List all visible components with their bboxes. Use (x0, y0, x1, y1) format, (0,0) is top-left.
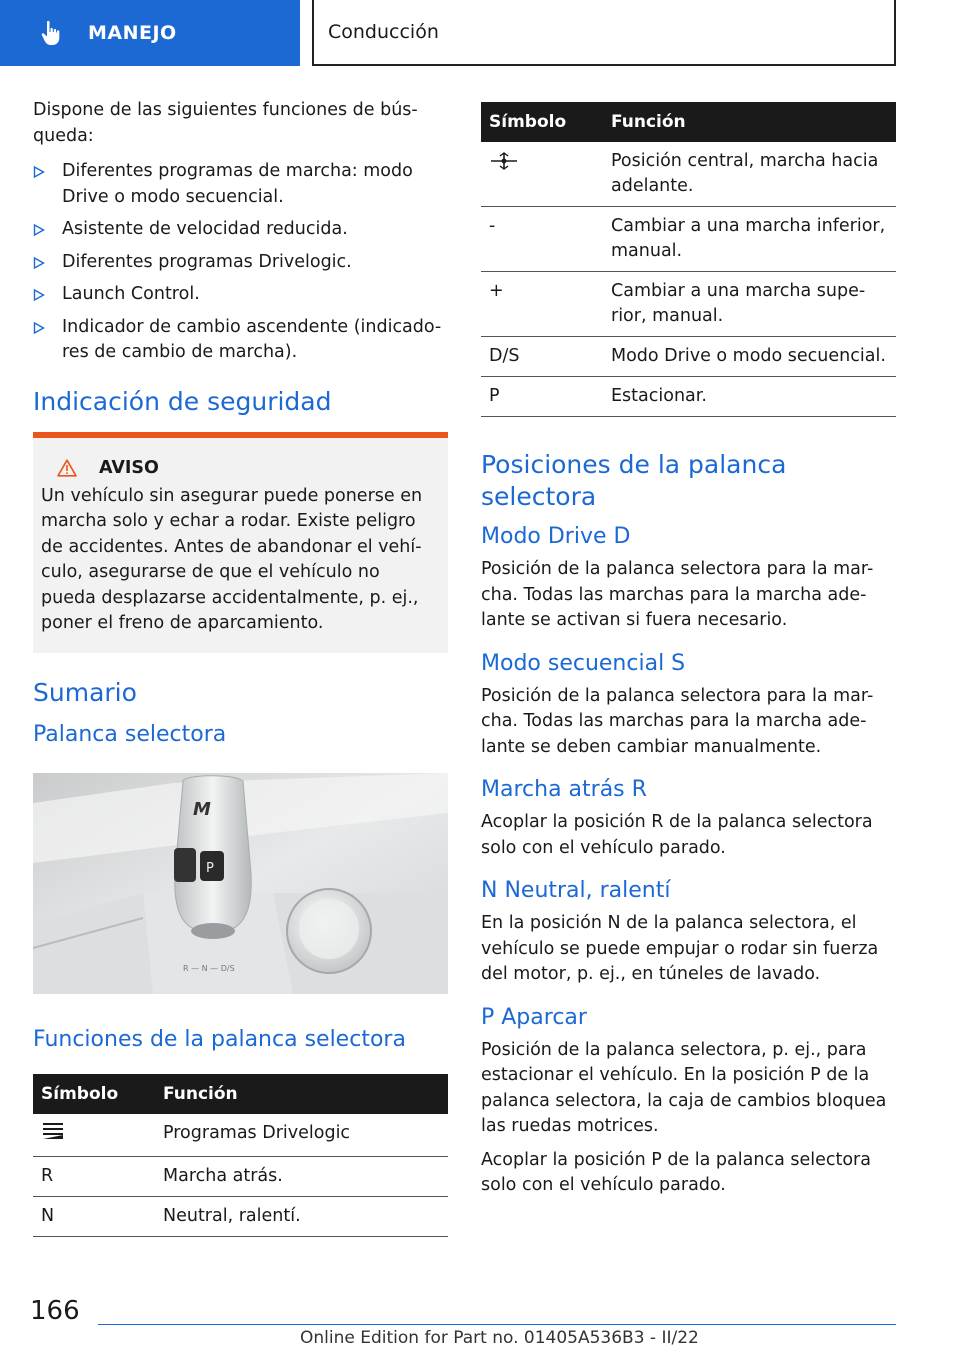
section-paragraph: En la posición N de la palanca selectora, el vehículo se puede empujar o rodar sin fuerza del motor, p. ej., en túneles de lavado. (481, 913, 879, 984)
function-cell: Posición central, marcha hacia adelante. (603, 142, 896, 207)
functions-table-right (481, 102, 896, 417)
symbol-cell: D/S (481, 337, 603, 377)
symbol-cell: - (481, 207, 603, 272)
right-column (481, 102, 896, 1209)
center-position-icon (489, 152, 519, 170)
function-cell: Programas Drivelogic (155, 1114, 448, 1157)
section-title-label: Conducción (328, 21, 439, 43)
selector-heading: Palanca selectora (33, 721, 227, 747)
section-title-neutral: N Neutral, ralentí (481, 878, 671, 903)
triangle-bullet-icon (33, 322, 45, 334)
chapter-tab-label: MANEJO (88, 22, 177, 44)
intro-paragraph: Dispone de las siguientes funciones de bús-queda: (33, 100, 418, 146)
function-list (33, 159, 448, 366)
triangle-bullet-icon (33, 289, 45, 301)
warning-triangle-icon (57, 459, 77, 477)
triangle-bullet-icon (33, 257, 45, 269)
page-number: 166 (30, 1296, 80, 1326)
list-item-text: Launch Control. (62, 284, 200, 304)
edition-text: Online Edition for Part no. 01405A536B3 - II/22 (300, 1328, 699, 1348)
warning-box (33, 432, 448, 653)
symbol-cell: P (481, 377, 603, 417)
table-row (481, 207, 896, 272)
position-section (481, 776, 896, 861)
table-row (33, 1114, 448, 1157)
table-row (33, 1196, 448, 1236)
position-section (481, 523, 896, 634)
function-cell: Modo Drive o modo secuencial. (603, 337, 896, 377)
table-row (481, 272, 896, 337)
function-cell: Estacionar. (603, 377, 896, 417)
svg-text:P: P (206, 860, 214, 876)
drivelogic-icon (41, 1121, 65, 1141)
warning-label: AVISO (99, 457, 159, 478)
function-cell: Cambiar a una marcha inferior, manual. (603, 207, 896, 272)
symbol-cell (481, 142, 603, 207)
symbol-cell: N (33, 1196, 155, 1236)
function-cell: Neutral, ralentí. (155, 1196, 448, 1236)
table-row (33, 1156, 448, 1196)
list-item-text: Asistente de velocidad reducida. (62, 219, 348, 239)
function-cell: Cambiar a una marcha supe-rior, manual. (603, 272, 896, 337)
table-row (481, 142, 896, 207)
symbol-cell: + (481, 272, 603, 337)
table-row (481, 337, 896, 377)
function-cell: Marcha atrás. (155, 1156, 448, 1196)
section-paragraph: Acoplar la posición R de la palanca selectora solo con el vehículo parado. (481, 812, 873, 858)
list-item-text: Diferentes programas Drivelogic. (62, 251, 352, 272)
list-item (33, 315, 448, 366)
footer-divider (98, 1324, 896, 1325)
col-function-header: Función (155, 1074, 448, 1114)
m-logo-text: M (193, 798, 211, 820)
section-title-drive: Modo Drive D (481, 524, 631, 549)
chapter-tab[interactable] (0, 0, 300, 66)
list-item (33, 282, 448, 308)
list-item-text: Indicador de cambio ascendente (indicado-res de cambio de marcha). (62, 316, 442, 362)
warning-text: Un vehículo sin asegurar puede ponerse en marcha solo y echar a rodar. Existe peligro de accidentes. Antes de abandonar el vehí-culo, asegurarse de que el vehículo no pueda desplazarse accidentalmente, p. ej., poner el freno de aparcamiento. (41, 485, 423, 633)
section-paragraph: Acoplar la posición P de la palanca selectora solo con el vehículo parado. (481, 1149, 871, 1195)
list-item-text: Diferentes programas de marcha: modo Drive o modo secuencial. (62, 161, 413, 207)
position-section (481, 650, 896, 761)
functions-table-left (33, 1074, 448, 1237)
selector-lever-photo (33, 773, 448, 994)
triangle-bullet-icon (33, 224, 45, 236)
col-symbol-header: Símbolo (33, 1074, 155, 1114)
symbol-cell (33, 1114, 155, 1157)
section-paragraph: Posición de la palanca selectora para la mar-cha. Todas las marchas para la marcha ade-lante se deben cambiar manualmente. (481, 685, 874, 757)
summary-heading: Sumario (33, 677, 137, 707)
warning-header (57, 458, 434, 478)
section-title-park: P Aparcar (481, 1004, 587, 1030)
safety-heading: Indicación de seguridad (33, 386, 332, 416)
list-item (33, 217, 448, 243)
section-title-reverse: Marcha atrás R (481, 777, 647, 802)
col-function-header: Función (603, 102, 896, 142)
shift-pattern-text: R — N — D/S (183, 963, 235, 973)
section-paragraph: Posición de la palanca selectora para la mar-cha. Todas las marchas para la marcha ade-lante se activan si fuera necesario. (481, 559, 874, 630)
section-title (312, 0, 896, 66)
hand-pointer-icon (38, 19, 66, 47)
positions-heading: Posiciones de la palanca selectora (481, 450, 787, 511)
position-section (481, 877, 896, 988)
section-title-sequential: Modo secuencial S (481, 650, 686, 676)
position-section (481, 1004, 896, 1199)
triangle-bullet-icon (33, 166, 45, 178)
left-column (33, 98, 448, 1261)
col-symbol-header: Símbolo (481, 102, 603, 142)
list-item (33, 250, 448, 276)
functions-heading: Funciones de la palanca selectora (33, 1026, 406, 1052)
list-item (33, 159, 448, 210)
section-paragraph: Posición de la palanca selectora, p. ej., para estacionar el vehículo. En la posición P de la palanca selectora, la caja de cambios bloquea las ruedas motrices. (481, 1039, 887, 1136)
table-row (481, 377, 896, 417)
symbol-cell: R (33, 1156, 155, 1196)
